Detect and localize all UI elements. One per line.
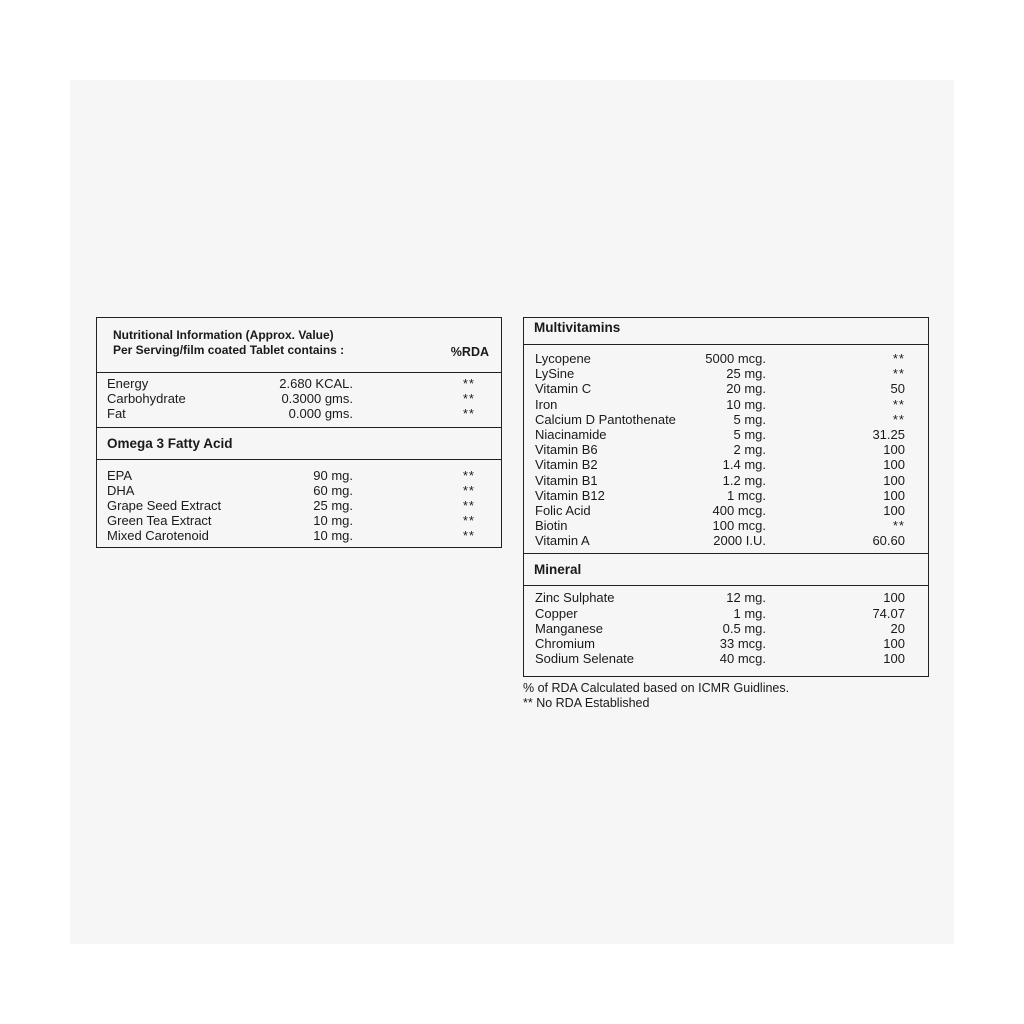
nutrient-rda: 100 (883, 457, 905, 473)
table-row (524, 503, 928, 518)
nutrient-rda: ** (892, 411, 905, 427)
nutrient-name: Fat (107, 406, 126, 422)
nutrient-rda: 100 (883, 651, 905, 667)
nutrient-name: Mixed Carotenoid (107, 528, 209, 544)
nutrient-name: Niacinamide (535, 426, 607, 442)
table-row (97, 513, 501, 528)
nutrient-rda: ** (462, 497, 475, 513)
nutrient-amount: 20 mg. (726, 381, 766, 397)
nutrient-rda: ** (462, 467, 475, 483)
nutrient-name: Vitamin B6 (535, 442, 598, 458)
omega-rows (97, 460, 501, 549)
nutrient-amount: 40 mcg. (719, 651, 766, 667)
nutrition-omega-table (96, 317, 502, 548)
multivitamins-section-title: Multivitamins (524, 318, 928, 345)
nutrient-name: Lycopene (535, 351, 591, 366)
energy-rows (97, 373, 501, 428)
nutrient-name: Carbohydrate (107, 391, 186, 407)
omega-section-title: Omega 3 Fatty Acid (97, 428, 501, 460)
table-row (97, 376, 501, 391)
nutrient-name: Biotin (535, 518, 568, 534)
nutrition-title: Nutritional Information (Approx. Value) (113, 328, 334, 342)
nutrient-name: Zinc Sulphate (535, 590, 615, 606)
nutrient-amount: 60 mg. (313, 482, 353, 498)
table-row (524, 412, 928, 427)
nutrient-amount: 10 mg. (313, 528, 353, 544)
nutrient-name: Vitamin B12 (535, 487, 605, 503)
nutrient-rda: ** (892, 518, 905, 534)
table-row (97, 498, 501, 513)
table-row (524, 518, 928, 533)
mineral-rows (524, 586, 928, 671)
nutrient-name: Iron (535, 396, 558, 412)
no-rda-footnote: ** No RDA Established (523, 696, 650, 710)
table-row (97, 391, 501, 406)
nutrient-amount: 25 mg. (726, 366, 766, 382)
nutrient-amount: 100 mcg. (712, 518, 766, 534)
table-row (524, 590, 928, 605)
nutrient-amount: 5 mg. (733, 411, 766, 427)
table-row (524, 397, 928, 412)
nutrient-rda: 100 (883, 636, 905, 651)
nutrient-rda: 74.07 (872, 605, 905, 621)
table-row (524, 621, 928, 636)
nutrient-amount: 10 mg. (313, 513, 353, 529)
table-row (97, 528, 501, 543)
nutrient-amount: 5 mg. (733, 426, 766, 442)
table-row (524, 381, 928, 396)
nutrient-rda: 60.60 (872, 533, 905, 549)
vitamins-minerals-table (523, 317, 929, 677)
nutrient-rda: ** (892, 366, 905, 382)
nutrient-name: Vitamin B2 (535, 457, 598, 473)
nutrient-amount: 12 mg. (726, 590, 766, 606)
nutrition-header (97, 318, 501, 373)
nutrient-name: Calcium D Pantothenate (535, 411, 676, 427)
nutrient-amount: 1.2 mg. (722, 472, 766, 488)
nutrient-name: DHA (107, 482, 135, 498)
nutrient-rda: 20 (890, 620, 905, 636)
nutrient-name: Grape Seed Extract (107, 497, 222, 513)
table-row (524, 606, 928, 621)
table-row (97, 468, 501, 483)
rda-column-header: %RDA (450, 345, 489, 359)
nutrient-rda: ** (462, 528, 475, 544)
nutrient-amount: 33 mcg. (719, 636, 766, 651)
nutrient-amount: 5000 mcg. (705, 351, 766, 366)
nutrient-name: Vitamin B1 (535, 472, 598, 488)
table-row (524, 366, 928, 381)
table-row (524, 488, 928, 503)
nutrient-name: Copper (535, 605, 578, 621)
nutrient-rda: 100 (883, 442, 905, 458)
nutrient-rda: 100 (883, 487, 905, 503)
nutrient-amount: 0.5 mg. (722, 620, 766, 636)
nutrient-rda: ** (892, 351, 905, 366)
nutrient-amount: 90 mg. (313, 467, 353, 483)
nutrient-rda: ** (892, 396, 905, 412)
nutrient-rda: 100 (883, 472, 905, 488)
nutrient-name: Sodium Selenate (535, 651, 635, 667)
nutrient-amount: 2000 I.U. (713, 533, 766, 549)
nutrient-name: Chromium (535, 636, 595, 651)
nutrient-name: Folic Acid (535, 502, 591, 518)
nutrient-amount: 25 mg. (313, 497, 353, 513)
nutrient-rda: 100 (883, 590, 905, 606)
nutrient-amount: 2.680 KCAL. (279, 376, 353, 391)
table-row (524, 651, 928, 666)
nutrient-rda: 100 (883, 502, 905, 518)
table-row (524, 636, 928, 651)
nutrient-rda: ** (462, 482, 475, 498)
table-row (524, 473, 928, 488)
nutrient-rda: 50 (890, 381, 905, 397)
nutrient-name: Green Tea Extract (107, 513, 212, 529)
nutrient-name: Manganese (535, 620, 603, 636)
nutrient-rda: ** (462, 376, 475, 391)
nutrient-amount: 2 mg. (733, 442, 766, 458)
nutrient-rda: ** (462, 406, 475, 422)
nutrient-amount: 0.3000 gms. (281, 391, 353, 407)
nutrient-amount: 400 mcg. (712, 502, 766, 518)
rda-footnote: % of RDA Calculated based on ICMR Guidlines. (523, 681, 790, 695)
nutrient-name: EPA (107, 467, 133, 483)
nutrient-name: LySine (535, 366, 575, 382)
nutrient-amount: 10 mg. (726, 396, 766, 412)
multivitamin-rows (524, 345, 928, 554)
nutrition-subtitle: Per Serving/film coated Tablet contains : (113, 343, 345, 357)
table-row (524, 427, 928, 442)
nutrient-amount: 1 mg. (733, 605, 766, 621)
nutrient-rda: ** (462, 391, 475, 407)
table-row (524, 351, 928, 366)
nutrient-amount: 0.000 gms. (288, 406, 353, 422)
nutrient-amount: 1.4 mg. (722, 457, 766, 473)
nutrient-name: Vitamin C (535, 381, 592, 397)
mineral-section-title: Mineral (524, 554, 928, 586)
table-row (524, 457, 928, 472)
nutrient-rda: ** (462, 513, 475, 529)
nutrient-rda: 31.25 (872, 426, 905, 442)
table-row (97, 483, 501, 498)
table-row (524, 533, 928, 548)
table-row (97, 406, 501, 421)
table-row (524, 442, 928, 457)
nutrient-name: Vitamin A (535, 533, 590, 549)
nutrient-name: Energy (107, 376, 149, 391)
nutrient-amount: 1 mcg. (726, 487, 766, 503)
